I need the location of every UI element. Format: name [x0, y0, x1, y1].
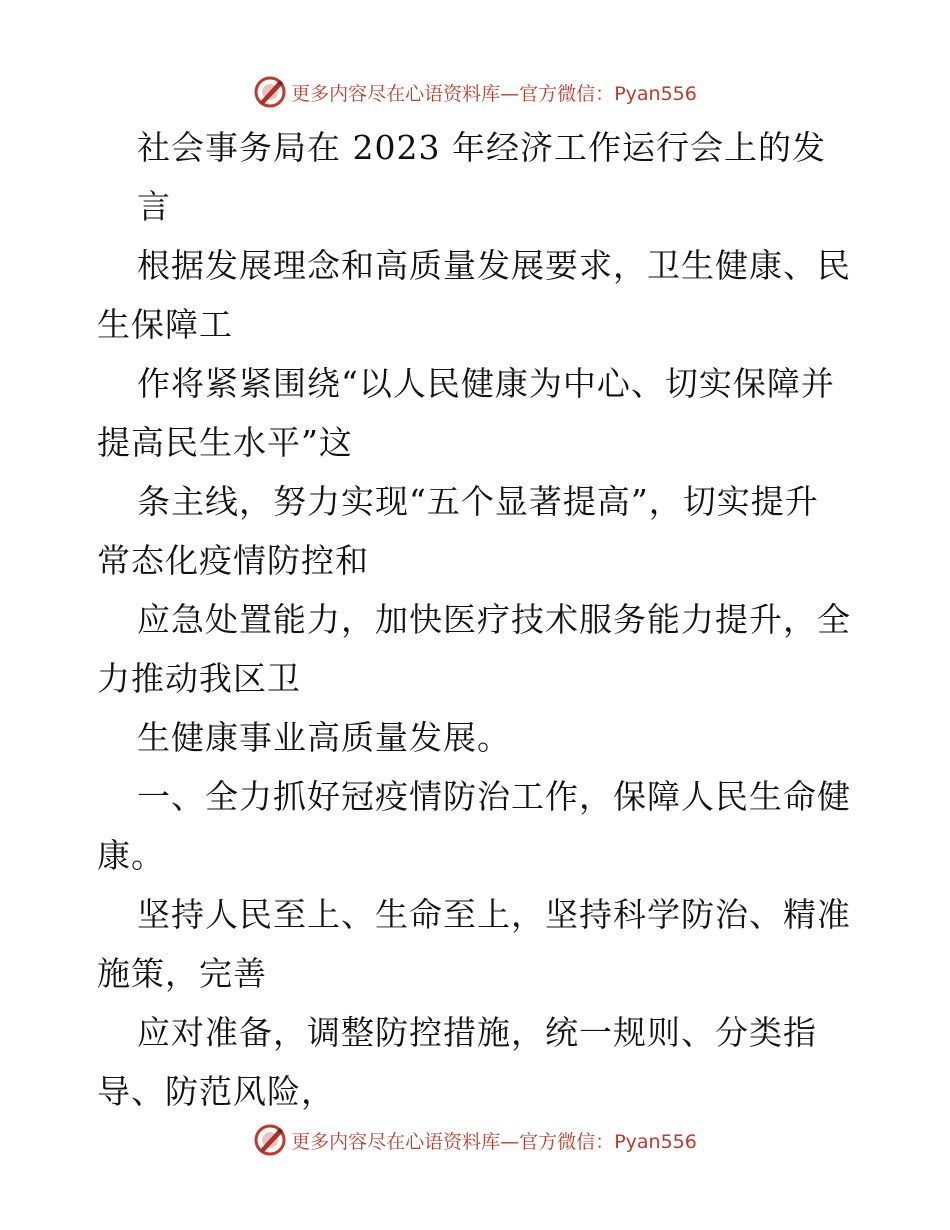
- text-line: 一、全力抓好冠疫情防治工作，保障人民生命健: [137, 777, 851, 816]
- text-line: 应急处置能力，加快医疗技术服务能力提升，全: [137, 600, 851, 639]
- pen-circle-logo-icon: [253, 75, 287, 109]
- text-line: 施策，完善: [97, 954, 267, 993]
- text-line: 作将紧紧围绕“以人民健康为中心、切实保障并: [137, 364, 835, 403]
- text-line: 生保障工: [97, 305, 233, 344]
- document-body: [97, 118, 857, 1121]
- text-line: 生健康事业高质量发展。: [137, 718, 511, 757]
- text-line: 坚持人民至上、生命至上，坚持科学防治、精准: [137, 895, 851, 934]
- header-banner: [0, 72, 950, 112]
- text-line: 言: [137, 187, 171, 226]
- footer-banner: [0, 1120, 950, 1160]
- text-line: 社会事务局在 2023 年经济工作运行会上的发: [137, 128, 826, 167]
- text-line: 应对准备，调整防控措施，统一规则、分类指: [137, 1013, 817, 1052]
- banner-text: 更多内容尽在心语资料库—官方微信：Pyan556: [291, 82, 697, 105]
- text-line: 提高民生水平”这: [97, 423, 353, 462]
- text-line: 导、防范风险，: [97, 1072, 335, 1111]
- pen-circle-logo-icon: [253, 1123, 287, 1157]
- text-line: 康。: [97, 836, 165, 875]
- text-line: 力推动我区卫: [97, 659, 301, 698]
- text-line: 根据发展理念和高质量发展要求，卫生健康、民: [137, 246, 851, 285]
- text-line: 条主线，努力实现“五个显著提高”，切实提升: [137, 482, 819, 521]
- text-line: 常态化疫情防控和: [97, 541, 369, 580]
- banner-text: 更多内容尽在心语资料库—官方微信：Pyan556: [291, 1130, 697, 1153]
